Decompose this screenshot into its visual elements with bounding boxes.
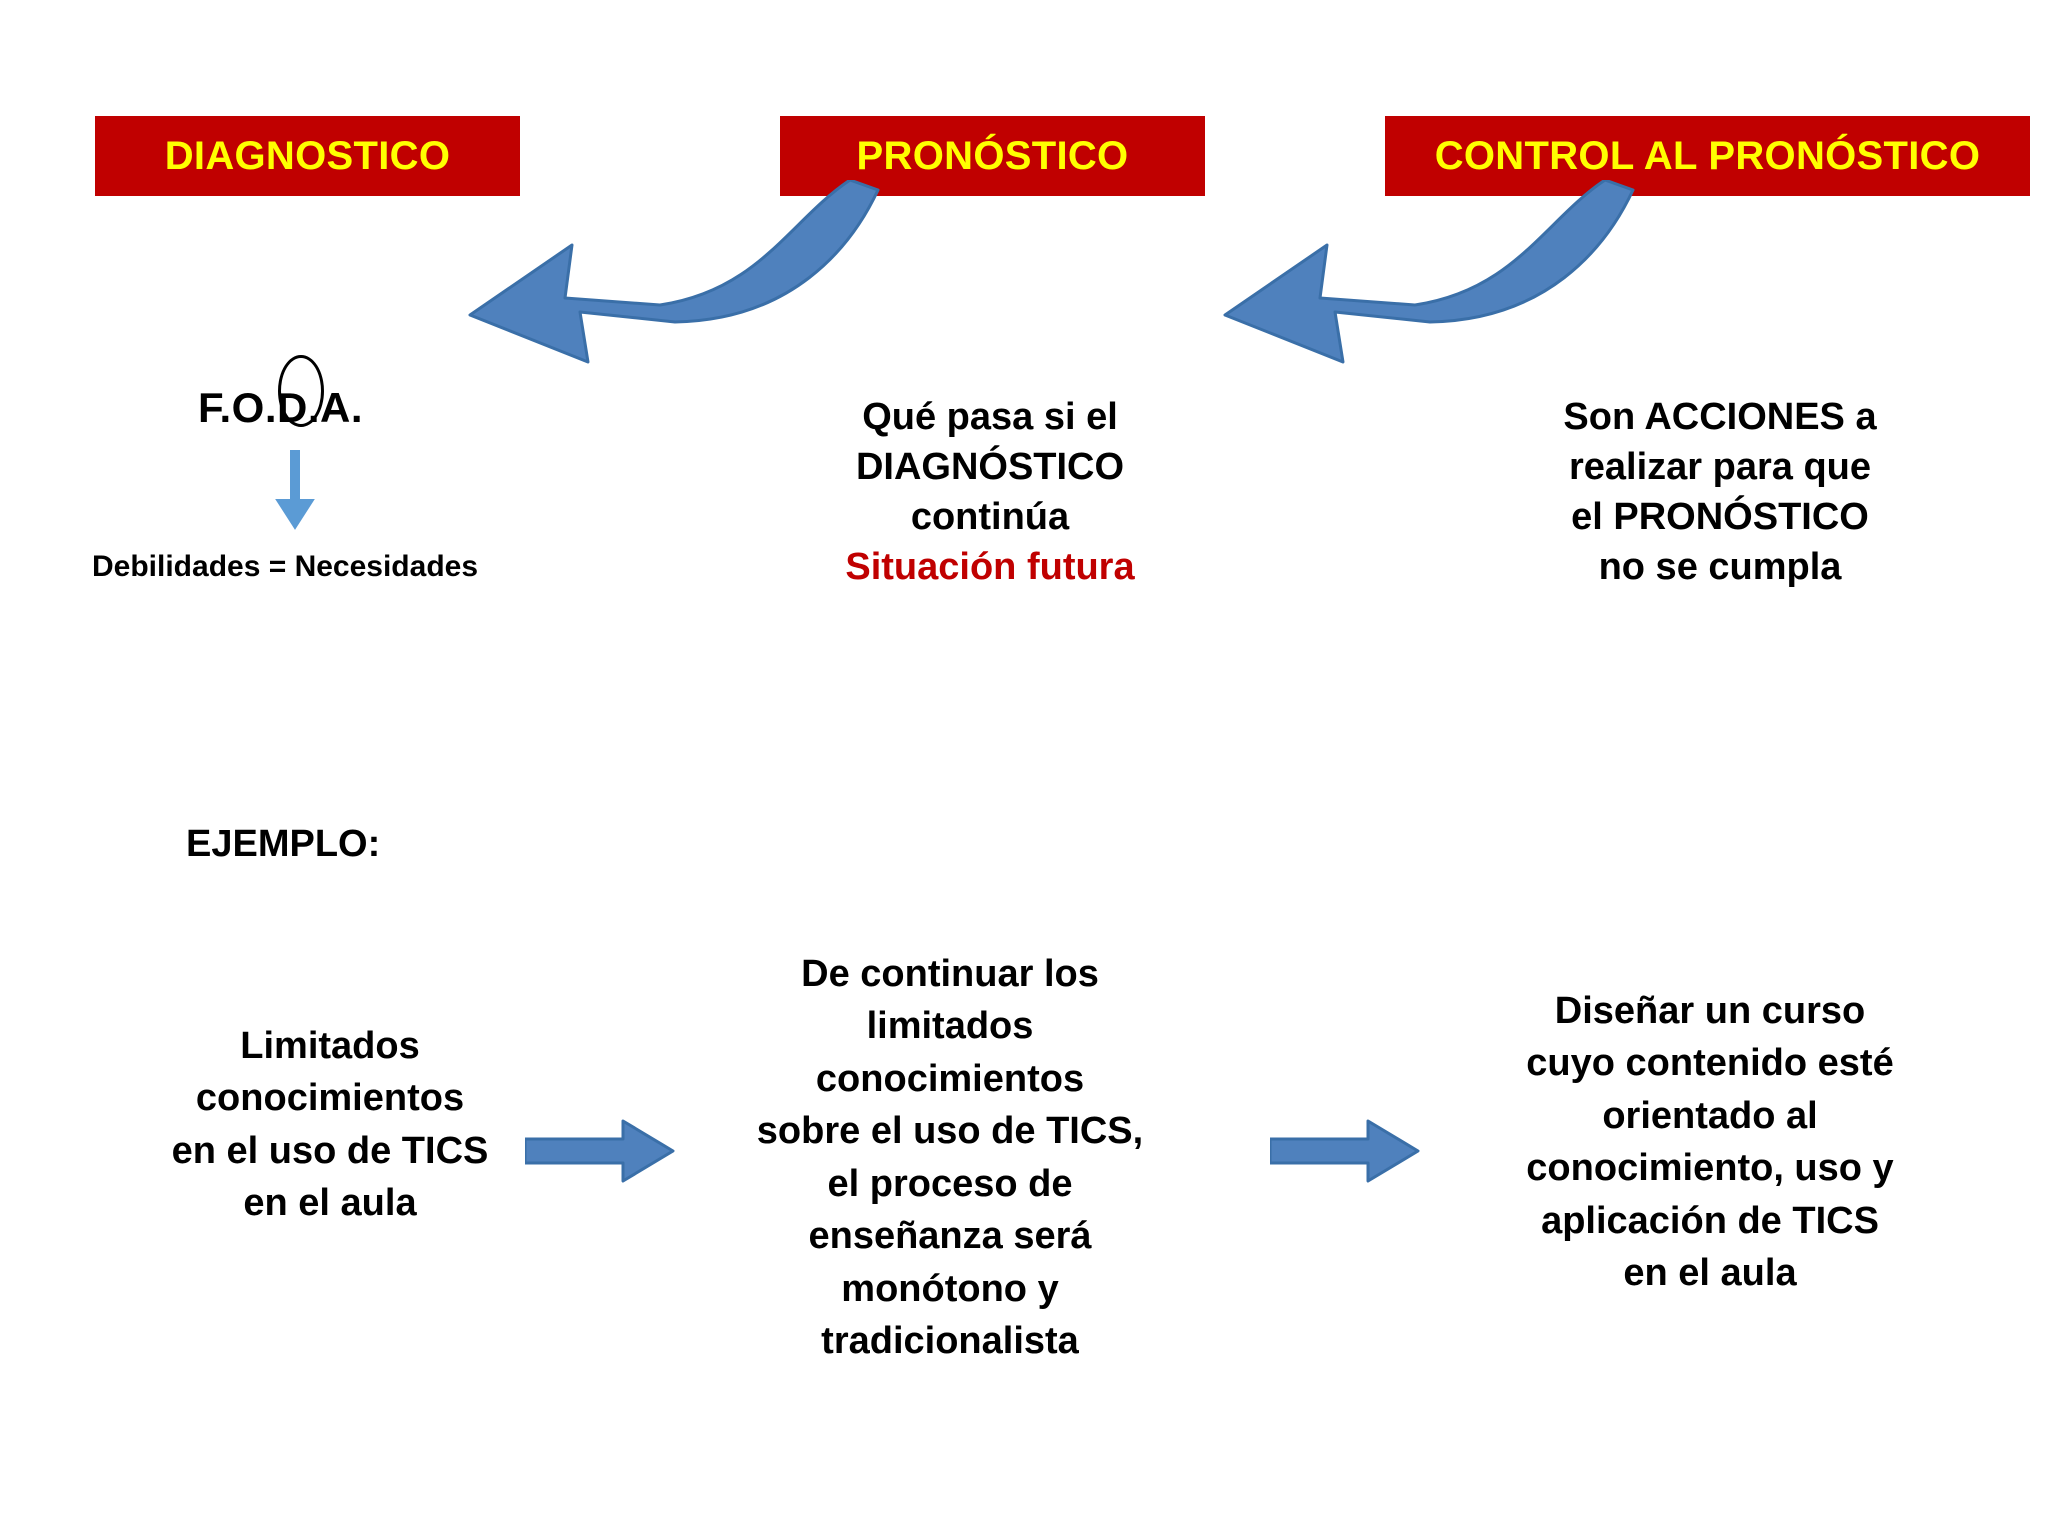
control-line-1: Son ACCIONES a <box>1563 396 1877 438</box>
example-2-line-1: De continuar los <box>801 953 1099 995</box>
pronostico-line-3: continúa <box>910 496 1070 539</box>
debilidades-necesidades-note: Debilidades = Necesidades <box>92 550 479 583</box>
example-3-line-1: Diseñar un curso <box>1554 990 1866 1032</box>
down-arrow-icon <box>265 450 325 532</box>
pronostico-description <box>740 392 1240 593</box>
example-1-line-2: conocimientos <box>195 1077 465 1120</box>
example-2-line-2: limitados <box>866 1005 1034 1048</box>
example-3-line-4: conocimiento, uso y <box>1526 1147 1894 1190</box>
example-2-line-5: el proceso de <box>827 1162 1073 1205</box>
example-2-line-3: conocimientos <box>815 1057 1085 1100</box>
right-arrow-icon-1 <box>525 1115 675 1187</box>
pronostico-line-1: Qué pasa si el <box>862 396 1118 438</box>
curved-arrow-control-to-pronostico <box>1215 180 1635 380</box>
banner-pronostico-label: PRONÓSTICO <box>856 133 1129 178</box>
example-control-text <box>1450 985 1970 1300</box>
banner-pronostico <box>780 116 1205 196</box>
pronostico-highlight: Situación futura <box>845 546 1135 589</box>
example-1-line-1: Limitados <box>240 1025 420 1067</box>
banner-diagnostico <box>95 116 520 196</box>
foda-acronym: F.O.D.A. <box>198 384 364 431</box>
example-2-line-7: monótono y <box>841 1267 1059 1310</box>
example-1-line-3: en el uso de TICS <box>171 1129 489 1172</box>
example-2-line-8: tradicionalista <box>821 1320 1079 1363</box>
control-line-3: el PRONÓSTICO <box>1571 496 1869 539</box>
control-line-2: realizar para que <box>1568 446 1872 489</box>
circle-highlight-o-icon <box>278 355 324 427</box>
right-arrow-icon-2 <box>1270 1115 1420 1187</box>
example-3-line-6: en el aula <box>1623 1252 1797 1295</box>
control-description <box>1480 392 1960 593</box>
banner-diagnostico-label: DIAGNOSTICO <box>164 133 451 178</box>
control-line-4: no se cumpla <box>1598 546 1842 589</box>
example-2-line-4: sobre el uso de TICS, <box>756 1110 1144 1153</box>
example-3-line-5: aplicación de TICS <box>1541 1199 1879 1242</box>
pronostico-line-2: DIAGNÓSTICO <box>855 446 1125 489</box>
example-pronostico-text <box>700 948 1200 1368</box>
ejemplo-label: EJEMPLO: <box>186 823 381 865</box>
example-2-line-6: enseñanza será <box>808 1215 1092 1258</box>
example-3-line-3: orientado al <box>1602 1094 1818 1137</box>
curved-arrow-pronostico-to-diagnostico <box>460 180 880 380</box>
example-diagnostico-text <box>120 1020 540 1230</box>
banner-control-al-pronostico <box>1385 116 2030 196</box>
example-3-line-2: cuyo contenido esté <box>1526 1042 1894 1085</box>
banner-control-label: CONTROL AL PRONÓSTICO <box>1434 133 1981 178</box>
example-1-line-4: en el aula <box>243 1182 417 1225</box>
